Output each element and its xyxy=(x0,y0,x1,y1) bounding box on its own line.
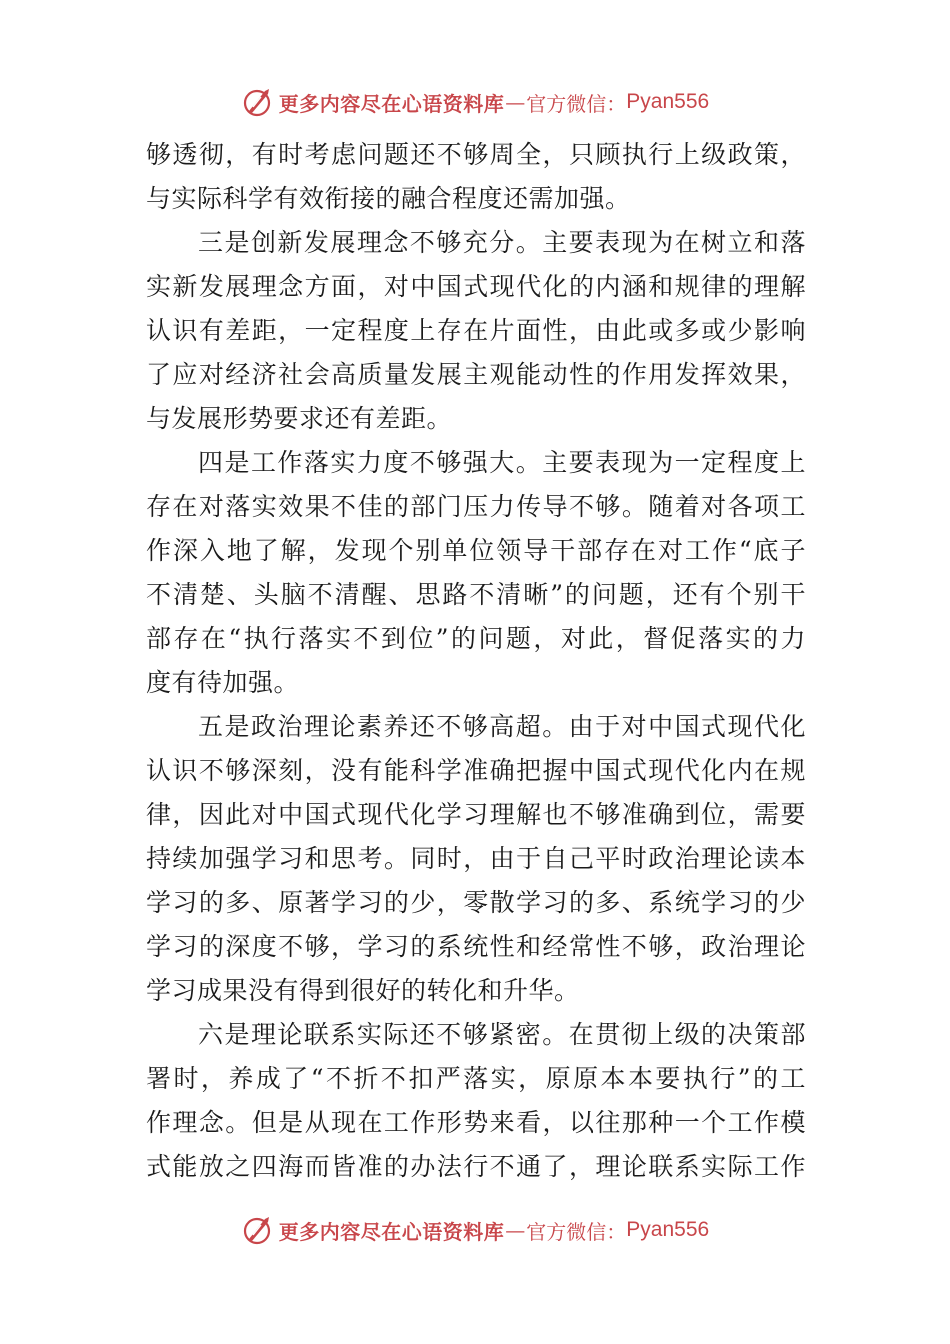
watermark-wechat-id: Pyan556 xyxy=(626,1218,710,1241)
text-line: 认识不够深刻，没有能科学准确把握中国式现代化内在规 xyxy=(146,756,806,785)
text-line: 不清楚、头脑不清醒、思路不清晰”的问题，还有个别干 xyxy=(146,580,806,609)
watermark-separator: — xyxy=(505,90,526,114)
watermark-separator: — xyxy=(505,1218,526,1242)
text-line: 律，因此对中国式现代化学习理解也不够准确到位，需要 xyxy=(146,800,806,829)
text-line: 存在对落实效果不佳的部门压力传导不够。随着对各项工 xyxy=(146,492,806,521)
text-line: 部存在“执行落实不到位”的问题，对此，督促落实的力 xyxy=(146,624,806,653)
watermark-wechat-label: 官方微信： xyxy=(526,1219,627,1244)
watermark-wechat-id: Pyan556 xyxy=(626,90,710,113)
text-line: 式能放之四海而皆准的办法行不通了，理论联系实际工作 xyxy=(146,1152,806,1181)
watermark-wechat-label: 官方微信： xyxy=(526,91,627,116)
watermark-main-text: 更多内容尽在心语资料库 xyxy=(278,91,505,116)
text-line: 够透彻，有时考虑问题还不够周全，只顾执行上级政策， xyxy=(146,140,806,169)
quill-pen-logo-icon xyxy=(241,1213,275,1247)
text-line: 度有待加强。 xyxy=(146,668,300,697)
text-line: 学习的深度不够，学习的系统性和经常性不够，政治理论 xyxy=(146,932,806,961)
text-line: 学习的多、原著学习的少，零散学习的多、系统学习的少 xyxy=(146,888,806,917)
text-line: 作理念。但是从现在工作形势来看，以往那种一个工作模 xyxy=(146,1108,806,1137)
header-watermark xyxy=(0,82,950,122)
text-line: 五是政治理论素养还不够高超。由于对中国式现代化 xyxy=(198,712,806,741)
document-body xyxy=(146,133,806,1189)
text-line: 署时，养成了“不折不扣严落实，原原本本要执行”的工 xyxy=(146,1064,806,1093)
text-line: 与发展形势要求还有差距。 xyxy=(146,404,453,433)
text-line: 与实际科学有效衔接的融合程度还需加强。 xyxy=(146,184,631,213)
text-line: 实新发展理念方面，对中国式现代化的内涵和规律的理解 xyxy=(146,272,806,301)
text-line: 作深入地了解，发现个别单位领导干部存在对工作“底子 xyxy=(146,536,806,565)
quill-pen-logo-icon xyxy=(241,85,275,119)
text-line: 认识有差距，一定程度上存在片面性，由此或多或少影响 xyxy=(146,316,806,345)
text-line: 三是创新发展理念不够充分。主要表现为在树立和落 xyxy=(198,228,806,257)
text-line: 学习成果没有得到很好的转化和升华。 xyxy=(146,976,580,1005)
text-line: 四是工作落实力度不够强大。主要表现为一定程度上 xyxy=(198,448,806,477)
text-line: 了应对经济社会高质量发展主观能动性的作用发挥效果， xyxy=(146,360,806,389)
text-line: 持续加强学习和思考。同时，由于自己平时政治理论读本 xyxy=(146,844,806,873)
text-line: 六是理论联系实际还不够紧密。在贯彻上级的决策部 xyxy=(198,1020,806,1049)
footer-watermark xyxy=(0,1210,950,1250)
watermark-main-text: 更多内容尽在心语资料库 xyxy=(278,1219,505,1244)
